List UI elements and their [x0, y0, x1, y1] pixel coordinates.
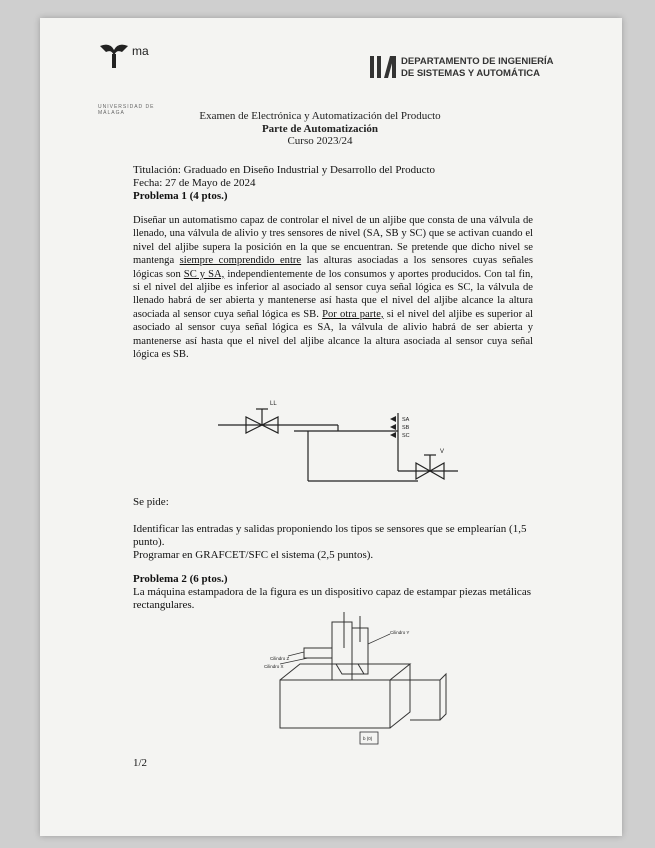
label-cilindro-y: Cilindro Y: [390, 630, 410, 635]
department-logo: [370, 54, 570, 88]
label-sb: SB: [402, 425, 410, 431]
label-v: V: [440, 449, 445, 455]
exam-title: Examen de Electrónica y Automatización del Producto: [199, 110, 441, 122]
label-start: b (0): [363, 736, 373, 741]
page-number: 1/2: [133, 757, 148, 769]
logo-brand-text: ma: [132, 44, 149, 58]
statement-underline-3: Por otra parte,: [322, 308, 384, 320]
problem-1-statement: [133, 214, 533, 361]
task-2: Programar en GRAFCET/SFC el sistema (2,5 puntos).: [133, 549, 374, 561]
exam-part: Parte de Automatización: [261, 122, 379, 135]
statement-part-1: Diseñar un automatismo capaz de controlar el nivel de un aljibe que consta de una válvula de llenado, una válvula de alivio y tres sensores de nivel (SA, SB y SC) que se activan cuando el nivel del aljibe supera la posición en la que se encuentran. Se pretende que dicho nivel se mantenga: [133, 215, 533, 267]
problem-2-statement: La máquina estampadora de la figura es un dispositivo capaz de estampar piezas metálicas rectangulares.: [133, 586, 531, 611]
se-pide-heading: Se pide:: [133, 496, 169, 508]
uma-logo-icon: [96, 40, 132, 70]
statement-underline-1: siempre comprendido entre: [179, 255, 302, 267]
statement-part-2: las alturas asociadas a los sensores cuyas señales lógicas son: [133, 255, 533, 280]
problem-2-title: Problema 2 (6 ptos.): [133, 573, 228, 585]
label-ll: LL: [270, 401, 277, 407]
tank-diagram: [218, 383, 458, 493]
statement-part-3: independientemente de los consumos y aportes producidos. Con tal fin, si el nivel del aljibe es inferior al asociado al sensor cuya señal lógica es SC, la válvula de llenado habrá de ser abierta y mantenerse así hasta que el nivel del aljibe alcance la altura asociada al sensor cuya señal lógica es SB.: [133, 268, 533, 320]
exam-header: [160, 110, 480, 148]
statement-part-4: si el nivel del aljibe es superior al asociado al sensor cuya señal lógica es SA, la válvula de alivio habrá de ser abierta y mantenerse así hasta que el nivel del aljibe alcance la altura asociada al sensor cuya señal lógica es SB.: [133, 308, 533, 361]
department-line-2: DE SISTEMAS Y AUTOMÁTICA: [401, 68, 540, 79]
date-line: Fecha: 27 de Mayo de 2024: [133, 177, 256, 189]
label-cilindro-x: Cilindro X: [264, 664, 284, 669]
sensor-sb-icon: [390, 424, 396, 430]
university-logo: [96, 40, 186, 120]
label-cilindro-z: Cilindro Z: [270, 656, 290, 661]
sensor-sa-icon: [390, 416, 396, 422]
department-name: [401, 56, 581, 80]
university-name: UNIVERSIDAD DE MÁLAGA: [98, 104, 155, 116]
task-list: [133, 523, 553, 562]
task-1: Identificar las entradas y salidas proponiendo los tipos se sensores que se emplearían (1,5 punto).: [133, 523, 527, 548]
department-line-1: DEPARTAMENTO DE INGENIERÍA: [401, 56, 554, 67]
sensor-sc-icon: [390, 432, 396, 438]
exam-course: Curso 2023/24: [287, 135, 353, 147]
problem-1-title: Problema 1 (4 ptos.): [133, 190, 228, 202]
statement-underline-2: SC y SA,: [183, 268, 225, 280]
stamping-machine-figure: [240, 608, 450, 748]
exam-meta: [133, 164, 553, 203]
label-sc: SC: [402, 433, 410, 439]
isa-logo-icon: [370, 54, 398, 80]
degree-line: Titulación: Graduado en Diseño Industrial y Desarrollo del Producto: [133, 164, 436, 176]
exam-page: [40, 18, 622, 836]
label-sa: SA: [402, 417, 410, 423]
